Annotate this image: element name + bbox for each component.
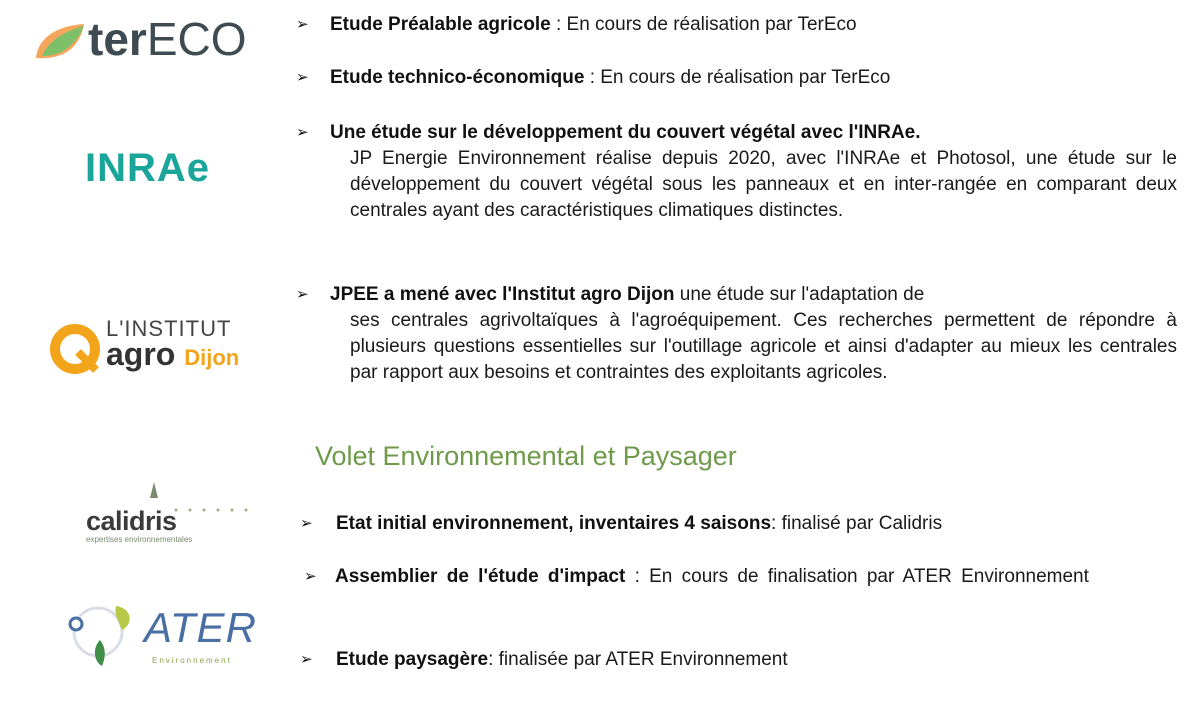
bullet-arrow-icon: ➢ <box>300 651 313 668</box>
tereco-logo <box>32 12 247 68</box>
bullet-arrow-icon: ➢ <box>296 69 309 86</box>
bullet-arrow-icon: ➢ <box>296 286 309 303</box>
calidris-logo <box>62 478 252 548</box>
inrae-paragraph: JP Energie Environnement réalise depuis 2020, avec l'INRAe et Photosol, une étude sur le développement du couvert végétal sous les panneaux et en inter-rangée en comparant deux centrales ayant des caractéristiques climatiques distinctes. <box>350 148 1177 221</box>
bullet-arrow-icon: ➢ <box>296 124 309 141</box>
bullet-arrow-icon: ➢ <box>296 16 309 33</box>
agro-circle-icon <box>48 322 102 376</box>
bullet-arrow-icon: ➢ <box>300 515 313 532</box>
leaf-icon <box>32 20 88 64</box>
calidris-wordmark: calidris <box>86 506 177 536</box>
inrae-logo: INRAe <box>85 146 211 190</box>
tereco-wordmark: terECO <box>88 13 247 65</box>
ater-tagline: Environnement <box>152 656 232 665</box>
calidris-tagline: expertises environnementales <box>86 535 193 544</box>
ater-logo <box>62 598 257 670</box>
ater-wordmark: ATER <box>144 604 257 651</box>
agro-paragraph: ses centrales agrivoltaïques à l'agroéquipement. Ces recherches permettent de répondre à plusieurs questions essentielles sur l'outillage agricole et ainsi d'adapter au mieux les centrales par rapport aux besoins et contraintes des exploitants agricoles. <box>350 310 1177 383</box>
bullet-arrow-icon: ➢ <box>304 568 317 585</box>
institut-agro-logo <box>48 316 258 386</box>
ater-emblem-icon <box>62 598 142 670</box>
agro-line1: L'INSTITUT <box>106 316 232 341</box>
agro-line2: agro Dijon <box>106 336 240 372</box>
section-title: Volet Environnemental et Paysager <box>315 441 737 471</box>
